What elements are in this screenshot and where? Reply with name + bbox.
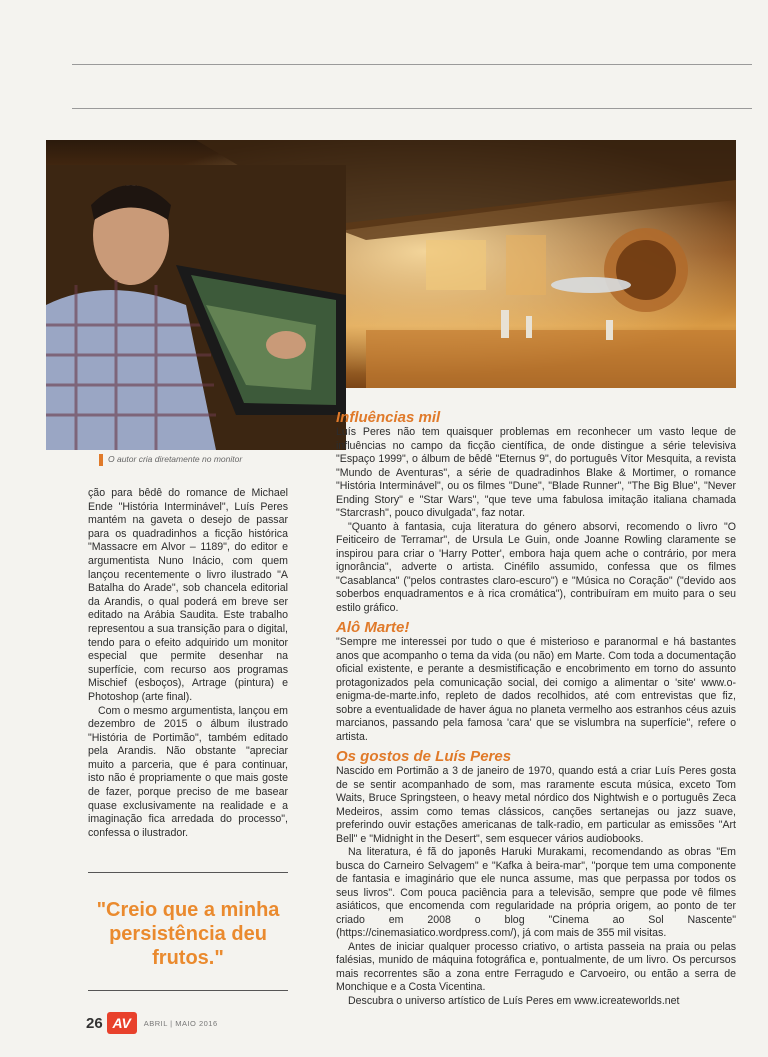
left-paragraph: Com o mesmo argumentista, lançou em dezembro de 2015 o álbum ilustrado "História de Portimão", também editado pela Arandis. Não obstante "apreciar muito a parceria, que é para continuar, isto não é propriamente o que mais goste de fazer, porque preciso de me basear quase exclusivamente na realidade e a imaginação fica arredada do processo", confessa o ilustrador. [88, 704, 288, 839]
caption-marker [99, 454, 103, 466]
left-paragraph: ção para bêdê do romance de Michael Ende "História Interminável", Luís Peres mantém na gaveta o desejo de passar para os quadradinhos a ficção histórica "Massacre em Alvor – 1189", do editor e argumentista Nuno Inácio, com quem lançou recentemente o livro ilustrado "A Batalha do Arade", sob chancela editorial da Arandis, o qual poderá em breve ser editado na Arábia Saudita. Este trabalho representou a sua transição para o digital, tendo para o efeito adquirido um monitor especial que permite desenhar na superfície, com recurso aos programas Mischief (esboços), Artrage (pintura) e Photoshop (arte final). [88, 487, 288, 703]
section-paragraph: Nascido em Portimão a 3 de janeiro de 1970, quando está a criar Luís Peres gosta de se sentir acompanhado de som, mas raramente escuta música, exceto Tom Waits, Bruce Springsteen, o heavy metal nórdico dos Nightwish e o português Zeca Medeiros, assim como temas clássicos, canções sertanejas ou jazz suave, preferindo ouvir estações americanas de talk-radio, em particular as emissões "Art Bell" e "Midnight in the Desert", sem esquecer vários audiobooks. [336, 765, 736, 845]
quote-rule-top [88, 872, 288, 873]
section-heading: Alô Marte! [336, 619, 410, 636]
section-paragraph: "Quanto à fantasia, cuja literatura do género absorvi, recomendo o livro "O Feiticeiro de Terramar", de Ursula Le Guin, onde Joanne Rowling claramente se inspirou para criar o 'Harry Potter', embora haja quem ache o contrário, por mera ignorância", adverte o artista. Cinéfilo assumido, confessa que os filmes "Casablanca" ("pelos contrastes claro-escuro") e "Música no Coração" ("devido aos soberbos enquadramentos e à rica cromática"), contribuíram em muito para o seu estilo gráfico. [336, 520, 736, 614]
logo-text: AV [112, 1015, 131, 1031]
section-paragraph: Descubra o universo artístico de Luís Peres em www.icreateworlds.net [348, 994, 680, 1007]
section-paragraph: "Sempre me interessei por tudo o que é misterioso e paranormal e há bastantes anos que acompanho o tema da vida (ou não) em Marte. Com toda a documentação oficial existente, e perante a desmistificação e encobrimento em torno do assunto protagonizados pela comunicação social, dei comigo a alimentar o 'site' www.o-enigma-de-marte.info, repleto de dados recolhidos, até com entrevistas que fiz, sobre a eventualidade de haver água no planeta vermelho aos estranhos céus azuis marcianos, passando pela famosa 'cara' que se vislumbra na superfície", refere o artista. [336, 636, 736, 743]
quote-rule-bottom [88, 990, 288, 991]
section-heading: Influências mil [336, 409, 441, 426]
header-rule [72, 64, 752, 65]
pull-quote: "Creio que a minha persistência deu frutos." [96, 899, 280, 969]
magazine-logo [107, 1012, 137, 1034]
header-rule-2 [72, 108, 752, 109]
section-paragraph: Na literatura, é fã do japonês Haruki Murakami, recomendando as obras "Em busca do Carneiro Selvagem" e "Kafka à beira-mar", "porque tem uma componente de fantasia e imaginário que ele nunca assume, mas que perpassa por todos os seus livros". Com pouca paciência para a televisão, sempre que pode vê filmes asiáticos, que encomenda com regularidade na própria origem, ao ponto de ter criado em 2008 o blog "Cinema ao Sol Nascente" (https://cinemasiatico.wordpress.com/), já com mais de 355 mil visitas. [336, 846, 736, 939]
issue-date: ABRIL | MAIO 2016 [143, 1018, 218, 1028]
page-number: 26 [86, 1014, 103, 1032]
page-footer [86, 1012, 218, 1034]
artist-photo [46, 165, 346, 450]
section-paragraph: Antes de iniciar qualquer processo criativo, o artista passeia na praia ou pelas falésias, munido de máquina fotográfica e, pontualmente, de um livro. Os percursos mais recorrentes são a zona entre Ferragudo e Carvoeiro, ou então a serra de Monchique e a Costa Vicentina. [336, 940, 736, 993]
left-column [88, 487, 288, 840]
section-heading: Os gostos de Luís Peres [336, 748, 512, 765]
image-caption: O autor cria diretamente no monitor [108, 454, 243, 464]
section-paragraph: Luís Peres não tem quaisquer problemas em reconhecer um vasto leque de influências no campo da ficção científica, de onde distingue a série televisiva "Espaço 1999", o álbum de bêdê "Eternus 9", do português Vítor Mesquita, a revista "Mundo de Aventuras", a série de quadradinhos Blake & Mortimer, o romance "História Interminável", ou os filmes "Dune", "Blade Runner", "The Big Blue", "Never Ending Story" e "Star Wars", "que teve uma fabulosa imitação italiana chamada "Starcrash", pouco divulgada", faz notar. [336, 426, 736, 519]
right-column [336, 405, 736, 1008]
